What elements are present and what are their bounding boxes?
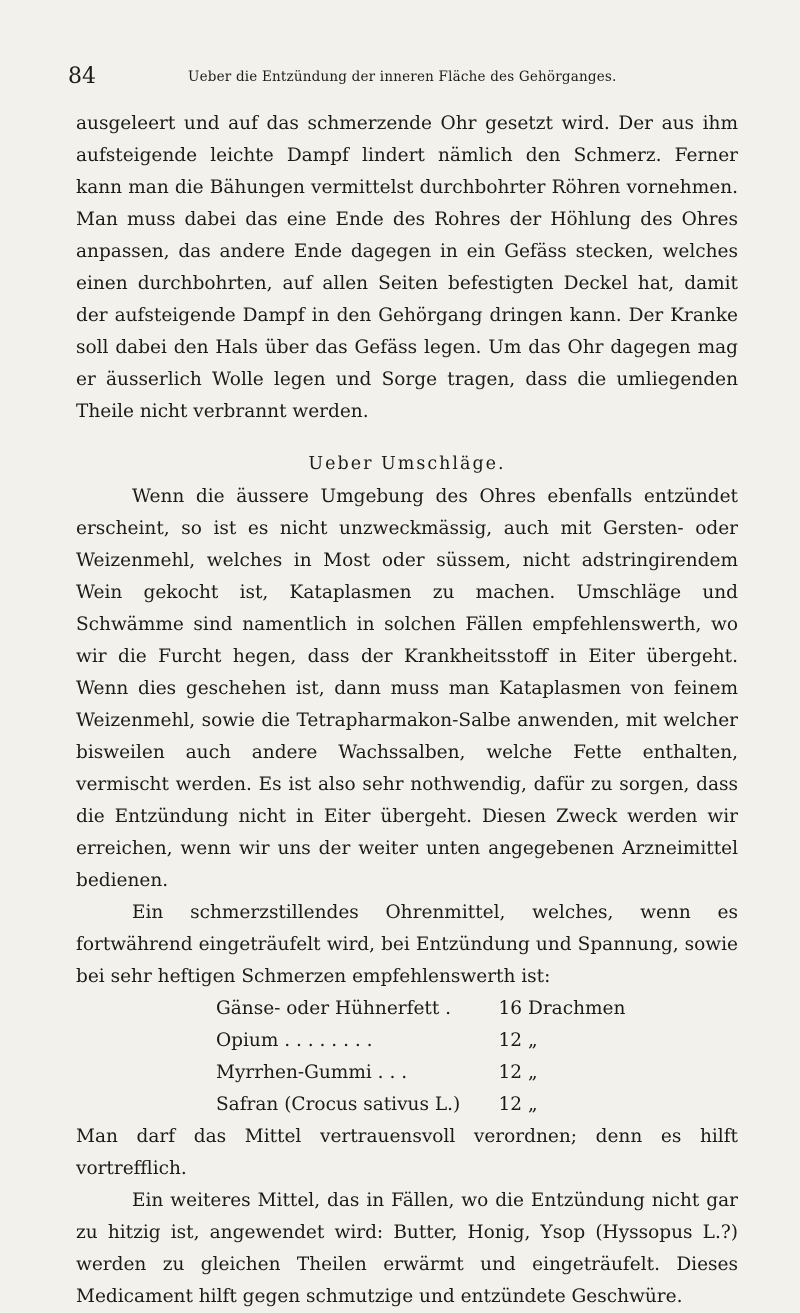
paragraph-continuation: ausgeleert und auf das schmerzende Ohr gesetzt wird. Der aus ihm aufsteigende leichte Dampf lindert nämlich den Schmerz. Ferner kann man die Bähungen vermittelst durchbohrter Röhren vornehmen. Man muss dabei das eine Ende des Rohres der Höhlung des Ohres anpassen, das andere Ende dagegen in ein Gefäss stecken, welches einen durchbohrten, auf allen Seiten befestigten Deckel hat, damit der aufsteigende Dampf in den Gehörgang dringen kann. Der Kranke soll dabei den Hals über das Gefäss legen. Um das Ohr dagegen mag er äusserlich Wolle legen und Sorge tragen, dass die umliegenden Theile nicht verbrannt werden. <box>76 113 738 422</box>
paragraph-umschlaege: Wenn die äussere Umgebung des Ohres ebenfalls entzündet erscheint, so ist es nicht unzweckmässig, auch mit Gersten- oder Weizenmehl, welches in Most oder süssem, nicht adstringirendem Wein gekocht ist, Kataplasmen zu machen. Umschläge und Schwämme sind namentlich in solchen Fällen empfehlenswerth, wo wir die Furcht hegen, dass der Krankheitsstoff in Eiter übergeht. Wenn dies geschehen ist, dann muss man Kataplasmen von feinem Weizenmehl, sowie die Tetrapharmakon-Salbe anwenden, mit welcher bisweilen auch andere Wachssalben, welche Fette enthalten, vermischt werden. Es ist also sehr nothwendig, dafür zu sorgen, dass die Entzündung nicht in Eiter übergeht. Diesen Zweck werden wir erreichen, wenn wir uns der weiter unten angegebenen Arzneimittel bedienen. <box>76 486 738 891</box>
paragraph-weiteres-mittel: Ein weiteres Mittel, das in Fällen, wo die Entzündung nicht gar zu hitzig ist, angewendet wird: Butter, Honig, Ysop (Hyssopus L.?) werden zu gleichen Theilen erwärmt und eingeträufelt. Dieses Medicament hilft gegen schmutzige und entzündete Geschwüre. <box>76 1190 738 1307</box>
section-heading: Ueber Umschläge. <box>308 454 506 474</box>
paragraph-verordnen: Man darf das Mittel vertrauensvoll verordnen; denn es hilft vortrefflich. <box>76 1126 738 1179</box>
running-title: Ueber die Entzündung der inneren Fläche des Gehörganges. <box>188 69 617 85</box>
recipe-item <box>76 1089 738 1121</box>
ingredient-quantity: 12 <box>498 1062 522 1083</box>
ingredient-unit: „ <box>528 1030 538 1051</box>
ingredient-quantity: 16 <box>498 998 522 1019</box>
ingredient-unit: Drachmen <box>528 998 626 1019</box>
ingredient-unit: „ <box>528 1094 538 1115</box>
recipe-item <box>76 1057 738 1089</box>
ingredient-name: Myrrhen-Gummi . . . <box>216 1062 408 1083</box>
ingredient-unit: „ <box>528 1062 538 1083</box>
recipe-item <box>76 993 738 1025</box>
ingredient-name: Safran (Crocus sativus L.) <box>216 1094 461 1115</box>
ingredient-quantity: 12 <box>498 1094 522 1115</box>
recipe-item <box>76 1025 738 1057</box>
ingredient-name: Opium . . . . . . . . <box>216 1030 373 1051</box>
page-body <box>76 108 738 1313</box>
page-number: 84 <box>68 64 96 89</box>
page-header <box>68 64 748 94</box>
recipe-list <box>76 993 738 1121</box>
ingredient-name: Gänse- oder Hühnerfett . <box>216 998 452 1019</box>
ingredient-quantity: 12 <box>498 1030 522 1051</box>
paragraph-ohrenmittel: Ein schmerzstillendes Ohrenmittel, welches, wenn es fortwährend eingeträufelt wird, bei Entzündung und Spannung, sowie bei sehr heftigen Schmerzen empfehlenswerth ist: <box>76 902 738 987</box>
